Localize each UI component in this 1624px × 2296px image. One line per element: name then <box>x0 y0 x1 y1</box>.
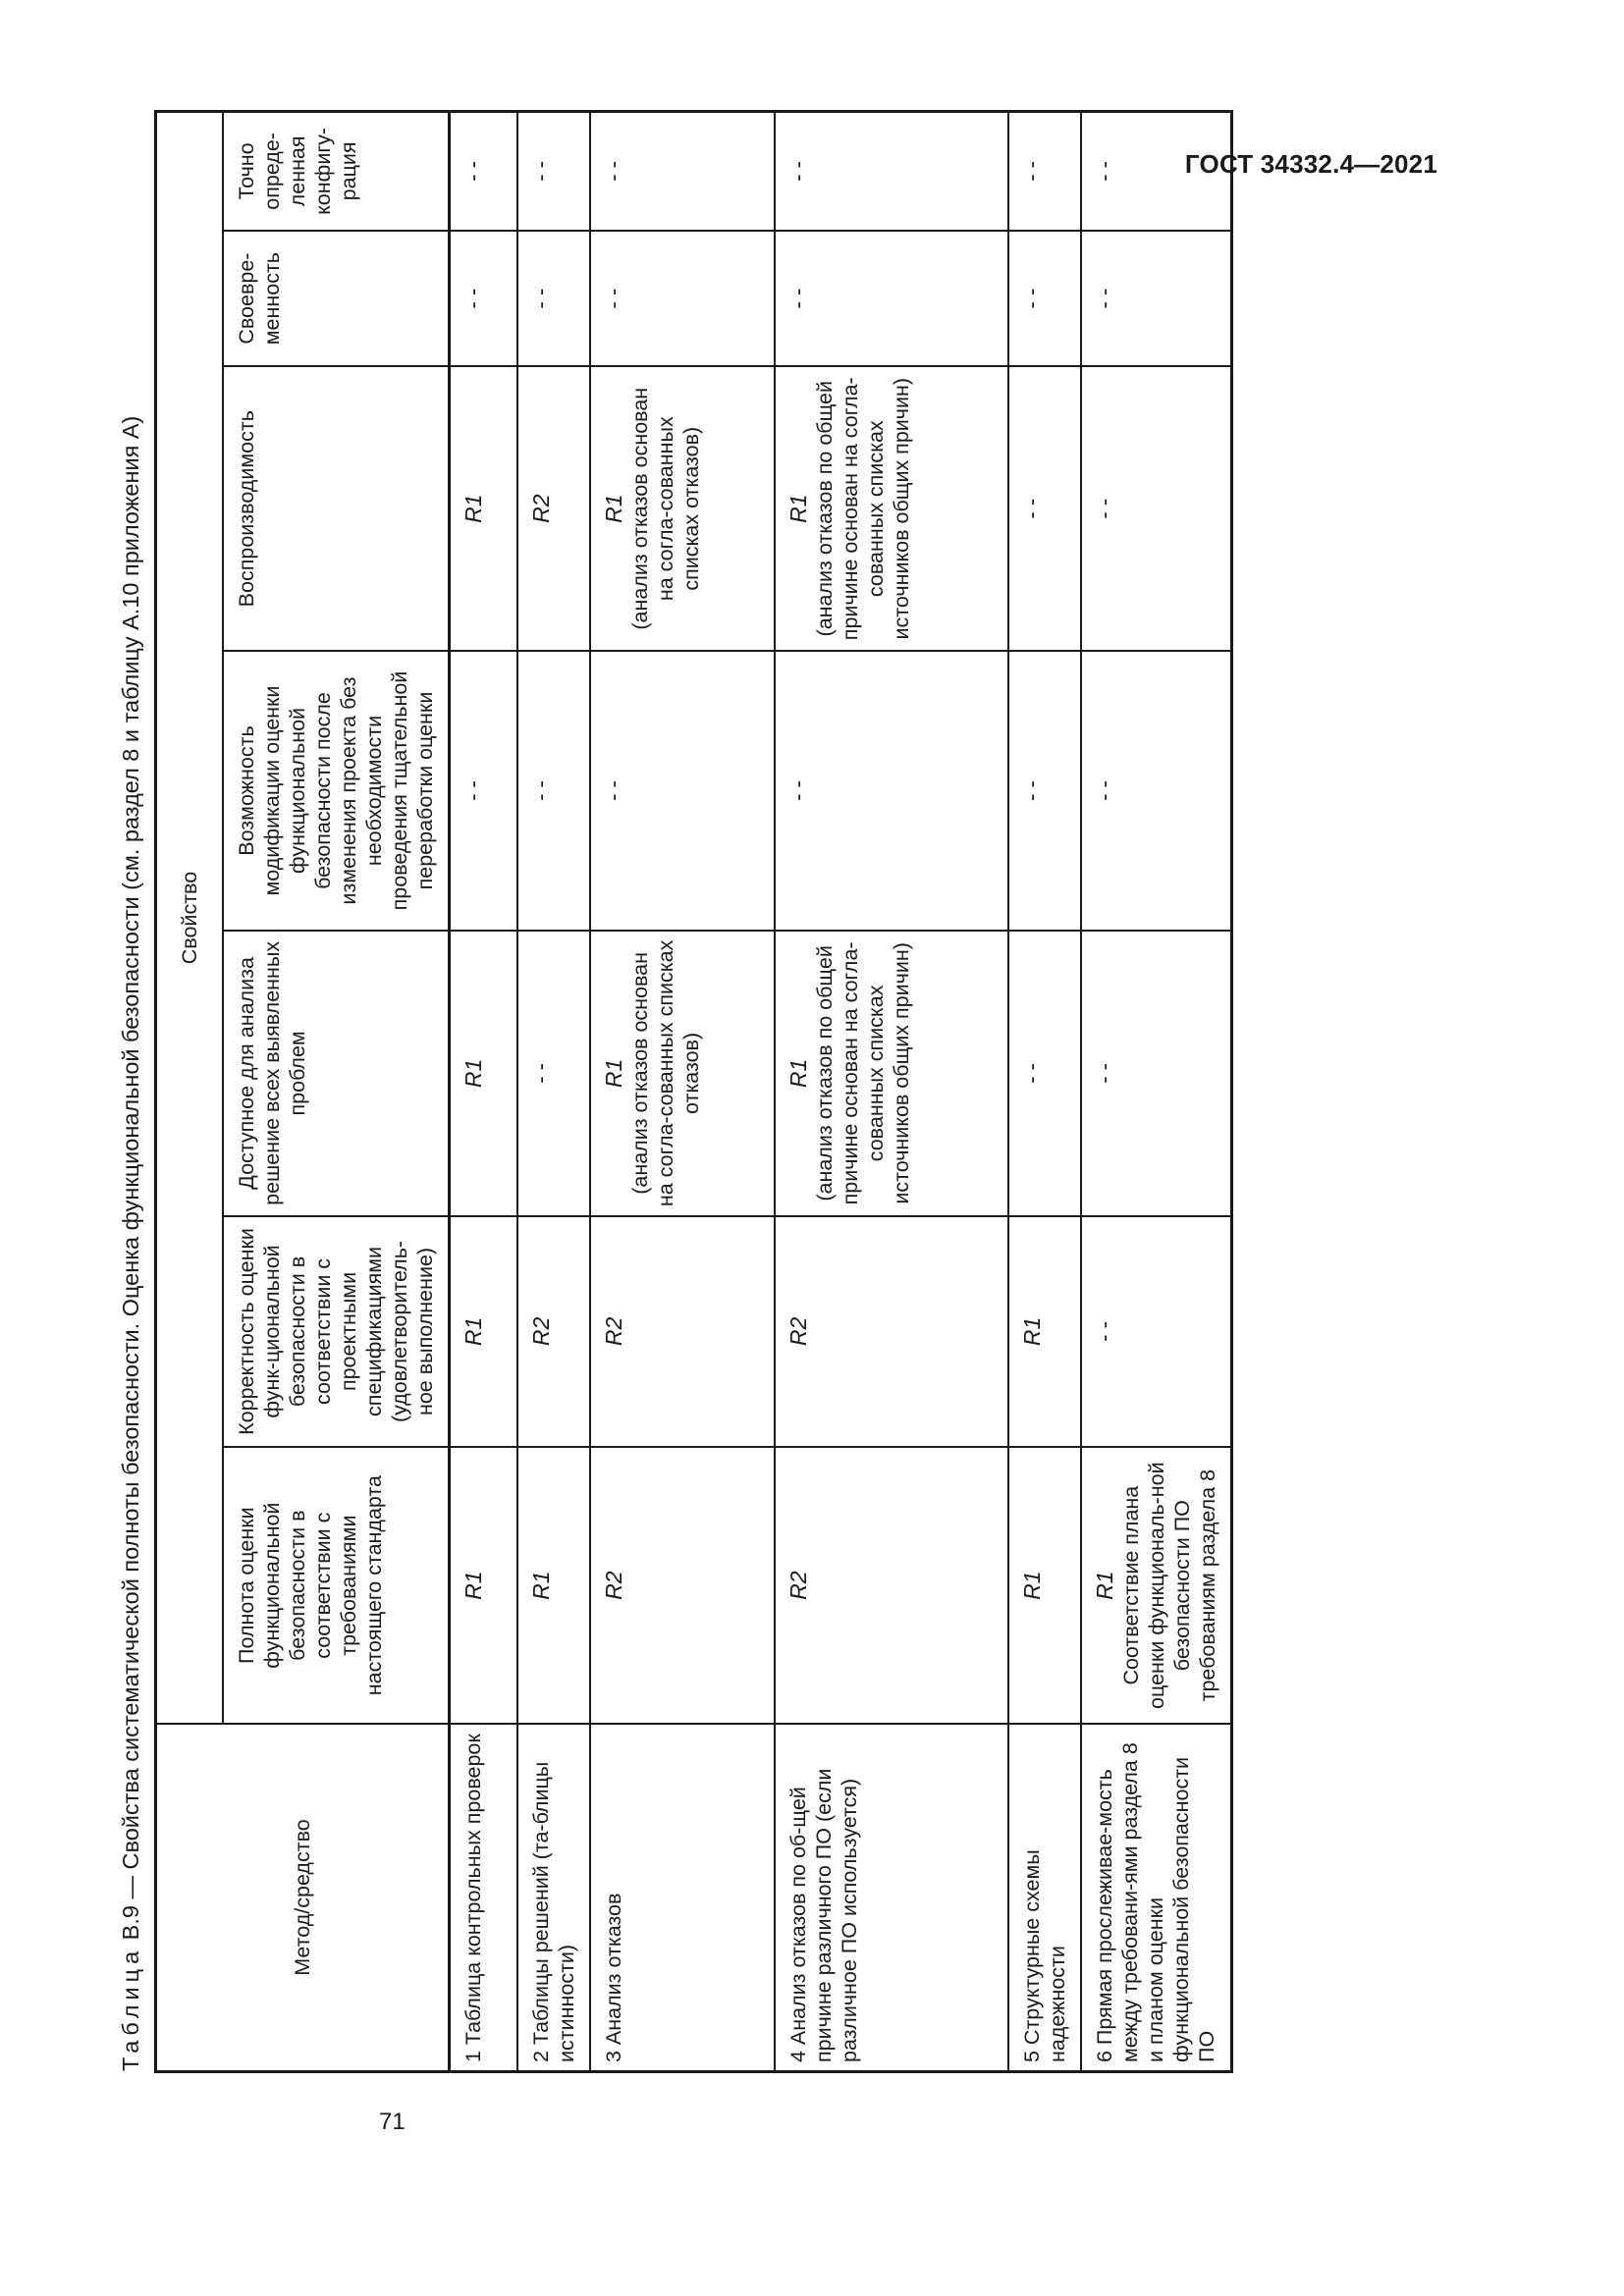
value-cell <box>517 112 590 231</box>
value-cell <box>590 1216 775 1448</box>
rating-value: - - <box>528 288 553 309</box>
value-cell <box>775 112 1008 231</box>
value-cell <box>450 931 518 1216</box>
method-cell: 1 Таблица контрольных проверок <box>450 1724 518 2071</box>
rating-value: R1 <box>460 494 486 523</box>
value-cell <box>517 1447 590 1724</box>
value-cell <box>775 931 1008 1216</box>
rating-value: R1 <box>785 494 811 523</box>
value-cell <box>590 651 775 931</box>
value-cell <box>775 1447 1008 1724</box>
value-cell <box>590 931 775 1216</box>
value-cell <box>590 1447 775 1724</box>
rating-value: - - <box>528 780 553 801</box>
rating-value: R1 <box>460 1058 486 1089</box>
rating-note: (анализ отказов основан на согла-сованных списках отказов) <box>628 387 703 630</box>
column-header-completeness: Полнота оценки функциональной безопасности в соответствии с требованиями настоящего стандарта <box>223 1447 450 1724</box>
caption-text: В.9 — Свойства систематической полноты безопасности. Оценка функциональной безопасности (см. раздел 8 и таблицу А.10 приложения А) <box>118 415 143 1947</box>
value-cell <box>1081 651 1232 931</box>
page-number: 71 <box>379 2109 406 2135</box>
table-row <box>450 112 518 2072</box>
method-cell: 6 Прямая прослеживае-мость между требовани-ями раздела 8 и планом оценки функциональной безопасности ПО <box>1081 1724 1232 2071</box>
rating-value: R2 <box>601 1571 626 1600</box>
rating-note: (анализ отказов по общей причине основан на согла-сованных списках источников общих причин) <box>813 941 913 1205</box>
rating-value: - - <box>1092 780 1116 801</box>
rating-value: - - <box>601 780 625 801</box>
value-cell <box>517 1216 590 1448</box>
value-cell <box>1008 1447 1081 1724</box>
value-cell <box>450 1447 518 1724</box>
value-cell <box>450 1216 518 1448</box>
value-cell <box>590 366 775 651</box>
value-cell <box>1008 366 1081 651</box>
value-cell <box>450 231 518 367</box>
rating-value: - - <box>1019 780 1044 801</box>
rating-value: - - <box>1019 1063 1044 1084</box>
rating-value: R2 <box>785 1316 811 1347</box>
method-cell: 3 Анализ отказов <box>590 1724 775 2071</box>
rating-value: - - <box>785 161 810 182</box>
rating-value: R1 <box>528 1571 554 1600</box>
rating-value: R2 <box>528 494 554 523</box>
rating-value: - - <box>1092 161 1116 182</box>
rating-value: - - <box>601 161 625 182</box>
rating-value: - - <box>785 780 810 801</box>
rating-value: - - <box>460 161 485 182</box>
method-cell: 2 Таблицы решений (та-блицы истинности) <box>517 1724 590 2071</box>
rating-value: - - <box>1092 498 1116 519</box>
value-cell <box>450 366 518 651</box>
caption-prefix: Таблица <box>118 1946 143 2071</box>
value-cell <box>1008 112 1081 231</box>
value-cell <box>450 651 518 931</box>
rotated-table-region <box>111 110 1446 2073</box>
rating-note: (анализ отказов по общей причине основан на согла-сованных списках источников общих причин) <box>813 377 913 641</box>
rating-value: - - <box>1019 288 1044 309</box>
property-group-header: Свойство <box>156 112 224 1725</box>
value-cell <box>1008 651 1081 931</box>
column-header-configuration: Точно опреде-ленная конфигу-рация <box>223 112 450 231</box>
rating-value: - - <box>1092 1321 1116 1342</box>
rating-value: R1 <box>601 494 626 523</box>
value-cell <box>1081 931 1232 1216</box>
value-cell <box>517 366 590 651</box>
value-cell <box>517 651 590 931</box>
table-body <box>450 112 1232 2072</box>
rating-value: R2 <box>528 1316 554 1347</box>
properties-table <box>154 110 1233 2073</box>
column-header-correctness: Корректность оценки функ-циональной безопасности в соответствии с проектными спецификациями (удовлетворитель-ное выполнение) <box>223 1216 450 1448</box>
rating-value: - - <box>528 161 553 182</box>
column-header-reproducibility: Воспроизводимость <box>223 366 450 651</box>
value-cell <box>775 1216 1008 1448</box>
table-row <box>517 112 590 2072</box>
rating-value: R2 <box>785 1571 811 1600</box>
rating-value: R1 <box>1019 1571 1045 1600</box>
rating-value: R1 <box>785 1058 811 1089</box>
value-cell <box>1008 1216 1081 1448</box>
rating-value: - - <box>528 1063 553 1084</box>
rating-value: R1 <box>601 1058 626 1089</box>
rating-value: - - <box>460 780 485 801</box>
table-row <box>1008 112 1081 2072</box>
value-cell <box>1081 1447 1232 1724</box>
rating-value: - - <box>785 288 810 309</box>
rating-value: - - <box>1019 498 1044 519</box>
value-cell <box>517 231 590 367</box>
value-cell <box>590 112 775 231</box>
value-cell <box>450 112 518 231</box>
rating-value: - - <box>601 288 625 309</box>
value-cell <box>1081 231 1232 367</box>
value-cell <box>517 931 590 1216</box>
rating-value: R1 <box>460 1316 486 1347</box>
method-column-header: Метод/средство <box>156 1724 450 2071</box>
value-cell <box>775 231 1008 367</box>
rating-value: R1 <box>1092 1571 1117 1600</box>
value-cell <box>775 651 1008 931</box>
rating-value: - - <box>1092 1063 1116 1084</box>
rating-value: - - <box>1092 288 1116 309</box>
value-cell <box>590 231 775 367</box>
value-cell <box>1008 931 1081 1216</box>
table-row <box>1081 112 1232 2072</box>
rating-value: - - <box>460 288 485 309</box>
value-cell <box>1008 231 1081 367</box>
column-header-problem-resolution: Доступное для анализа решение всех выявленных проблем <box>223 931 450 1216</box>
value-cell <box>1081 366 1232 651</box>
column-header-timeliness: Своевре-менность <box>223 231 450 367</box>
column-header-modifiability: Возможность модификации оценки функциональной безопасности после изменения проекта без необходимости проведения тщательной переработки оценки <box>223 651 450 931</box>
table-row <box>590 112 775 2072</box>
value-cell <box>775 366 1008 651</box>
rating-value: R2 <box>601 1316 626 1347</box>
value-cell <box>1081 1216 1232 1448</box>
rating-note: (анализ отказов основан на согла-сованных списках отказов) <box>628 939 703 1207</box>
rating-value: R1 <box>1019 1316 1045 1347</box>
table-row <box>775 112 1008 2072</box>
method-cell: 5 Структурные схемы надежности <box>1008 1724 1081 2071</box>
value-cell <box>1081 112 1232 231</box>
method-cell: 4 Анализ отказов по об-щей причине различного ПО (если различное ПО используется) <box>775 1724 1008 2071</box>
rating-value: R1 <box>460 1571 486 1600</box>
document-header: ГОСТ 34332.4—2021 <box>1184 149 1437 179</box>
table-caption <box>111 416 150 2071</box>
rating-note: Соответствие плана оценки функциональ-ной безопасности ПО требованиям раздела 8 <box>1119 1462 1219 1709</box>
rating-value: - - <box>1019 161 1044 182</box>
